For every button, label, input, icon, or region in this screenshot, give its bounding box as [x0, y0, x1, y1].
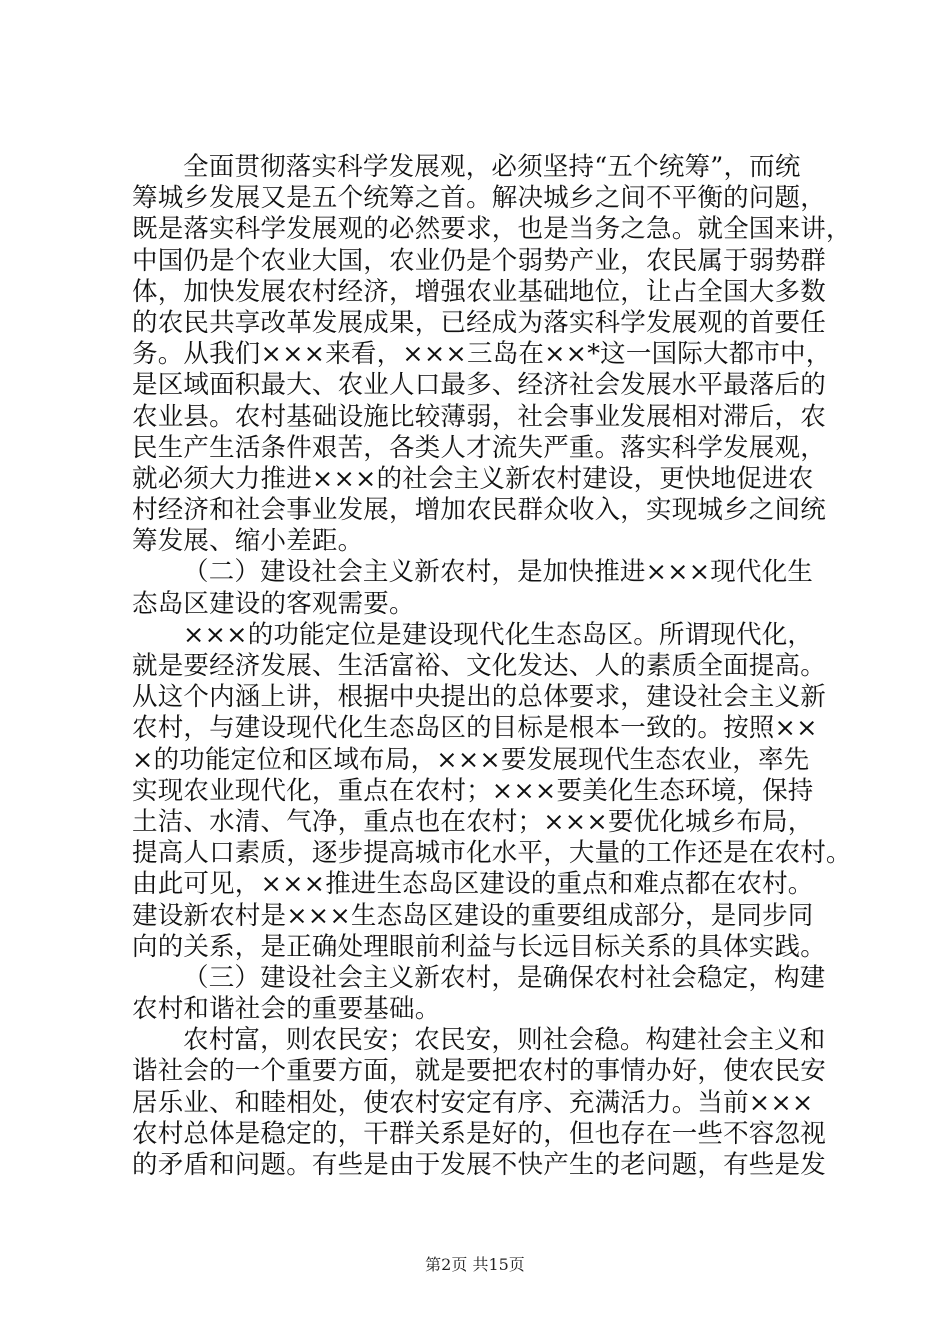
paragraph-line: 农村富，则农民安；农民安，则社会稳。构建社会主义和: [183, 1025, 826, 1056]
paragraph-line: 实现农业现代化，重点在农村；×××要美化生态环境，保持: [132, 775, 814, 806]
paragraph-line: 提高人口素质，逐步提高城市化水平，大量的工作还是在农村。: [132, 838, 852, 869]
paragraph-line: 农业县。农村基础设施比较薄弱，社会事业发展相对滞后，农: [132, 401, 826, 432]
section-heading-line: （三）建设社会主义新农村，是确保农村社会稳定，构建: [183, 962, 826, 993]
paragraph-line: 建设新农村是×××生态岛区建设的重要组成部分，是同步同: [132, 900, 814, 931]
paragraph-line: 体，加快发展农村经济，增强农业基础地位，让占全国大多数: [132, 276, 826, 307]
section-heading-line: （二）建设社会主义新农村，是加快推进×××现代化生: [183, 557, 814, 588]
paragraph-line: 农村总体是稳定的，干群关系是好的，但也存在一些不容忽视: [132, 1118, 826, 1149]
paragraph-line: 全面贯彻落实科学发展观，必须坚持“五个统筹”，而统: [183, 152, 801, 182]
paragraph-line: 向的关系，是正确处理眼前利益与长远目标关系的具体实践。: [132, 931, 826, 962]
paragraph-line: 由此可见，×××推进生态岛区建设的重点和难点都在农村。: [132, 869, 814, 900]
paragraph-line: 中国仍是个农业大国，农业仍是个弱势产业，农民属于弱势群: [132, 245, 826, 276]
paragraph-line: ×××的功能定位是建设现代化生态岛区。所谓现代化，: [183, 619, 814, 650]
paragraph-line: 土洁、水清、气净，重点也在农村；×××要优化城乡布局，: [132, 806, 814, 837]
paragraph-line: 既是落实科学发展观的必然要求，也是当务之急。就全国来讲，: [132, 214, 852, 245]
document-body: [132, 152, 852, 1181]
page-number-footer: 第2页 共15页: [425, 1255, 525, 1274]
paragraph-line: 从这个内涵上讲，根据中央提出的总体要求，建设社会主义新: [132, 682, 826, 713]
section-heading-line: 态岛区建设的客观需要。: [132, 588, 415, 619]
paragraph-line: 就是要经济发展、生活富裕、文化发达、人的素质全面提高。: [132, 651, 826, 681]
paragraph-line: 民生产生活条件艰苦，各类人才流失严重。落实科学发展观，: [132, 432, 826, 463]
paragraph-line: 是区域面积最大、农业人口最多、经济社会发展水平最落后的: [132, 370, 826, 401]
section-heading-line: 农村和谐社会的重要基础。: [132, 994, 441, 1025]
paragraph-line: 村经济和社会事业发展，增加农民群众收入，实现城乡之间统: [132, 495, 826, 526]
paragraph-line: 就必须大力推进×××的社会主义新农村建设，更快地促进农: [132, 463, 814, 494]
paragraph-line: 务。从我们×××来看，×××三岛在××*这一国际大都市中，: [132, 339, 832, 370]
paragraph-line: 居乐业、和睦相处，使农村安定有序、充满活力。当前×××: [132, 1087, 814, 1118]
paragraph-line: 筹发展、缩小差距。: [132, 526, 364, 557]
paragraph-line: 的农民共享改革发展成果，已经成为落实科学发展观的首要任: [132, 307, 826, 338]
paragraph-line: 筹城乡发展又是五个统筹之首。解决城乡之间不平衡的问题，: [132, 183, 826, 214]
paragraph-line: 谐社会的一个重要方面，就是要把农村的事情办好，使农民安: [132, 1056, 826, 1087]
paragraph-line: 的矛盾和问题。有些是由于发展不快产生的老问题，有些是发: [132, 1150, 826, 1180]
paragraph-line: ×的功能定位和区域布局，×××要发展现代生态农业，率先: [132, 744, 810, 775]
paragraph-line: 农村，与建设现代化生态岛区的目标是根本一致的。按照××: [132, 713, 818, 744]
